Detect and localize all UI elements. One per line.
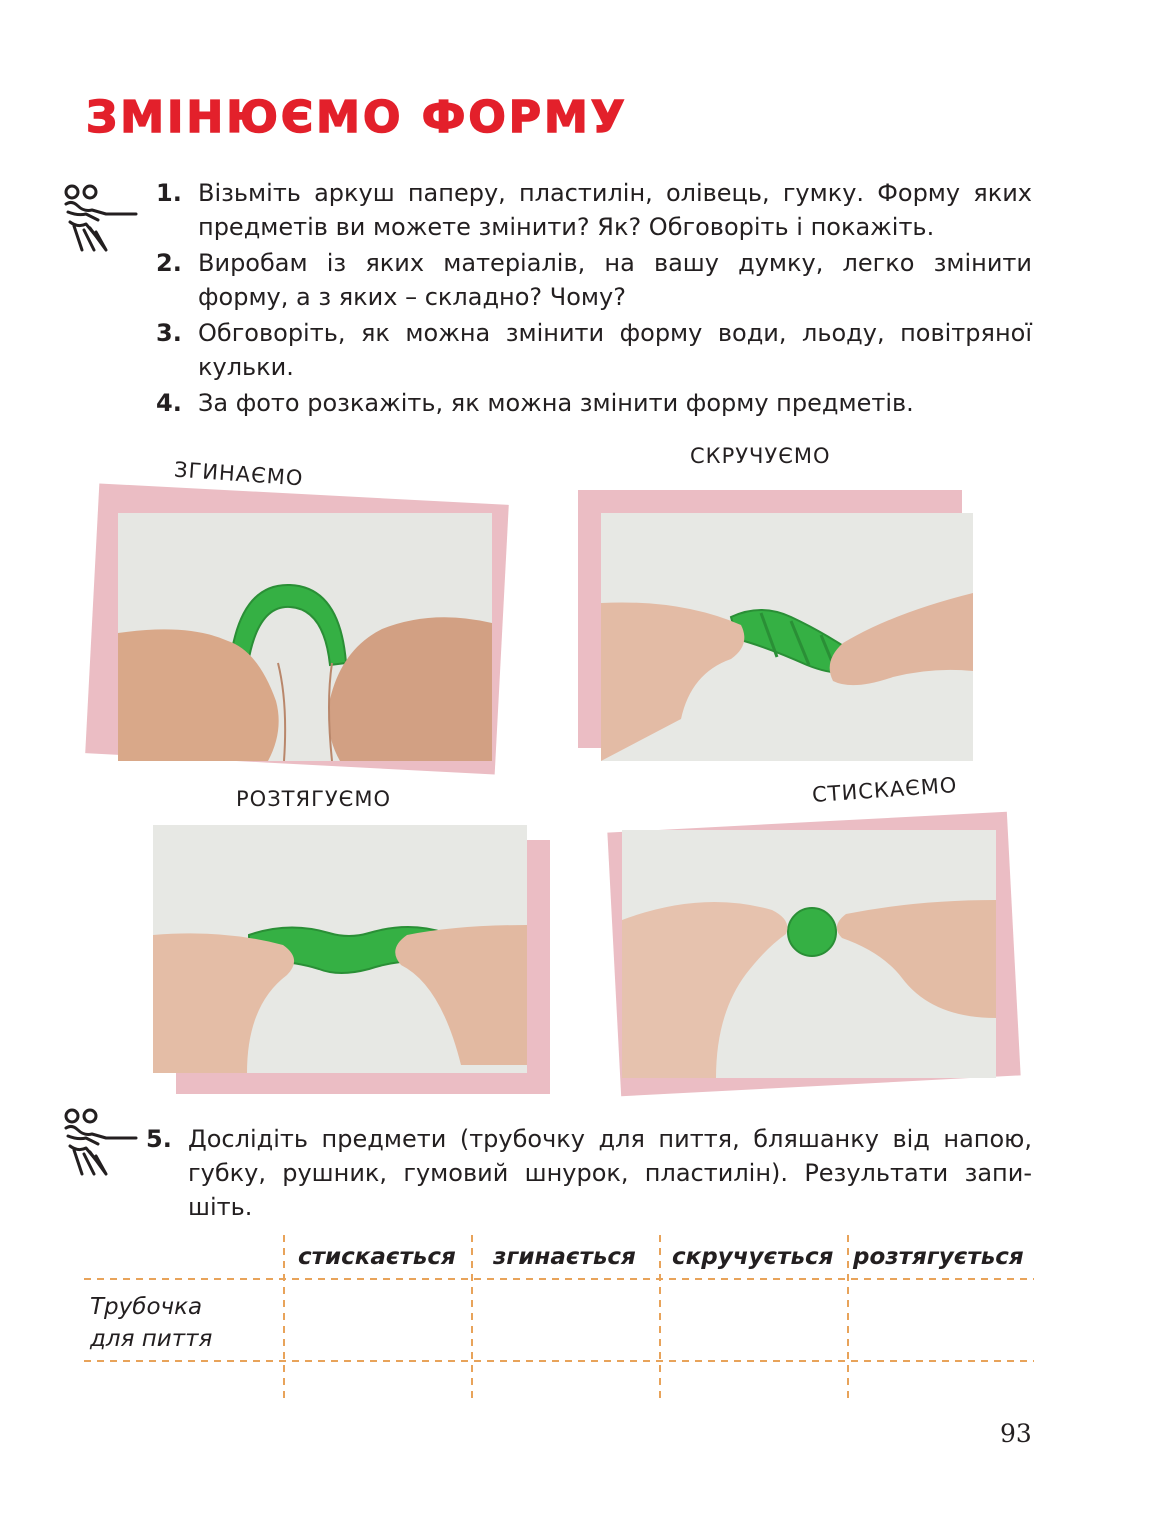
task-text: За фото розкажіть, як можна змінити форму предметів.: [198, 389, 914, 417]
task-number: 4.: [156, 389, 182, 417]
photo-bending: [118, 513, 492, 761]
table-row-label: Трубочка для пиття: [90, 1294, 213, 1352]
task-4: [156, 386, 1032, 420]
task-number: 5.: [146, 1125, 172, 1153]
task-text: Дослідіть предмети (трубочку для пиття, бляшанку від напою, губку, рушник, гумовий шнурок, пластилін). Результати запи-шіть.: [188, 1125, 1032, 1221]
task-text: Обговоріть, як можна змінити форму води, льоду, повітряної кульки.: [198, 319, 1032, 381]
task-text: Візьміть аркуш паперу, пластилін, олівець, гумку. Форму яких предметів ви можете змінити? Як? Обговоріть і покажіть.: [198, 179, 1032, 241]
photo-label: СКРУЧУЄМО: [690, 444, 831, 468]
table-header: скручується: [672, 1244, 834, 1270]
task-2: [156, 246, 1032, 314]
task-text: Виробам із яких матеріалів, на вашу думку, легко змінити форму, а з яких – складно? Чому?: [198, 249, 1032, 311]
page-title: ЗМІНЮЄМО ФОРМУ: [86, 92, 628, 143]
task-1: [156, 176, 1032, 244]
task-number: 1.: [156, 179, 182, 207]
page-number: 93: [1000, 1419, 1032, 1448]
photo-label: СТИСКАЄМО: [811, 772, 959, 808]
table-header: стискається: [298, 1244, 456, 1270]
photo-label: РОЗТЯГУЄМО: [236, 787, 391, 811]
results-table: [84, 1235, 1036, 1403]
table-header: згинається: [493, 1244, 636, 1270]
photo-label: ЗГИНАЄМО: [173, 457, 305, 491]
task-3: [156, 316, 1032, 384]
photo-twisting: [601, 513, 973, 761]
group-work-icon: [60, 182, 146, 254]
task-number: 2.: [156, 249, 182, 277]
group-work-icon: [60, 1106, 146, 1178]
task-5: [146, 1122, 1032, 1224]
photo-stretching: [153, 825, 527, 1073]
photo-squeezing: [622, 830, 996, 1078]
task-number: 3.: [156, 319, 182, 347]
table-header: розтягується: [853, 1244, 1024, 1270]
